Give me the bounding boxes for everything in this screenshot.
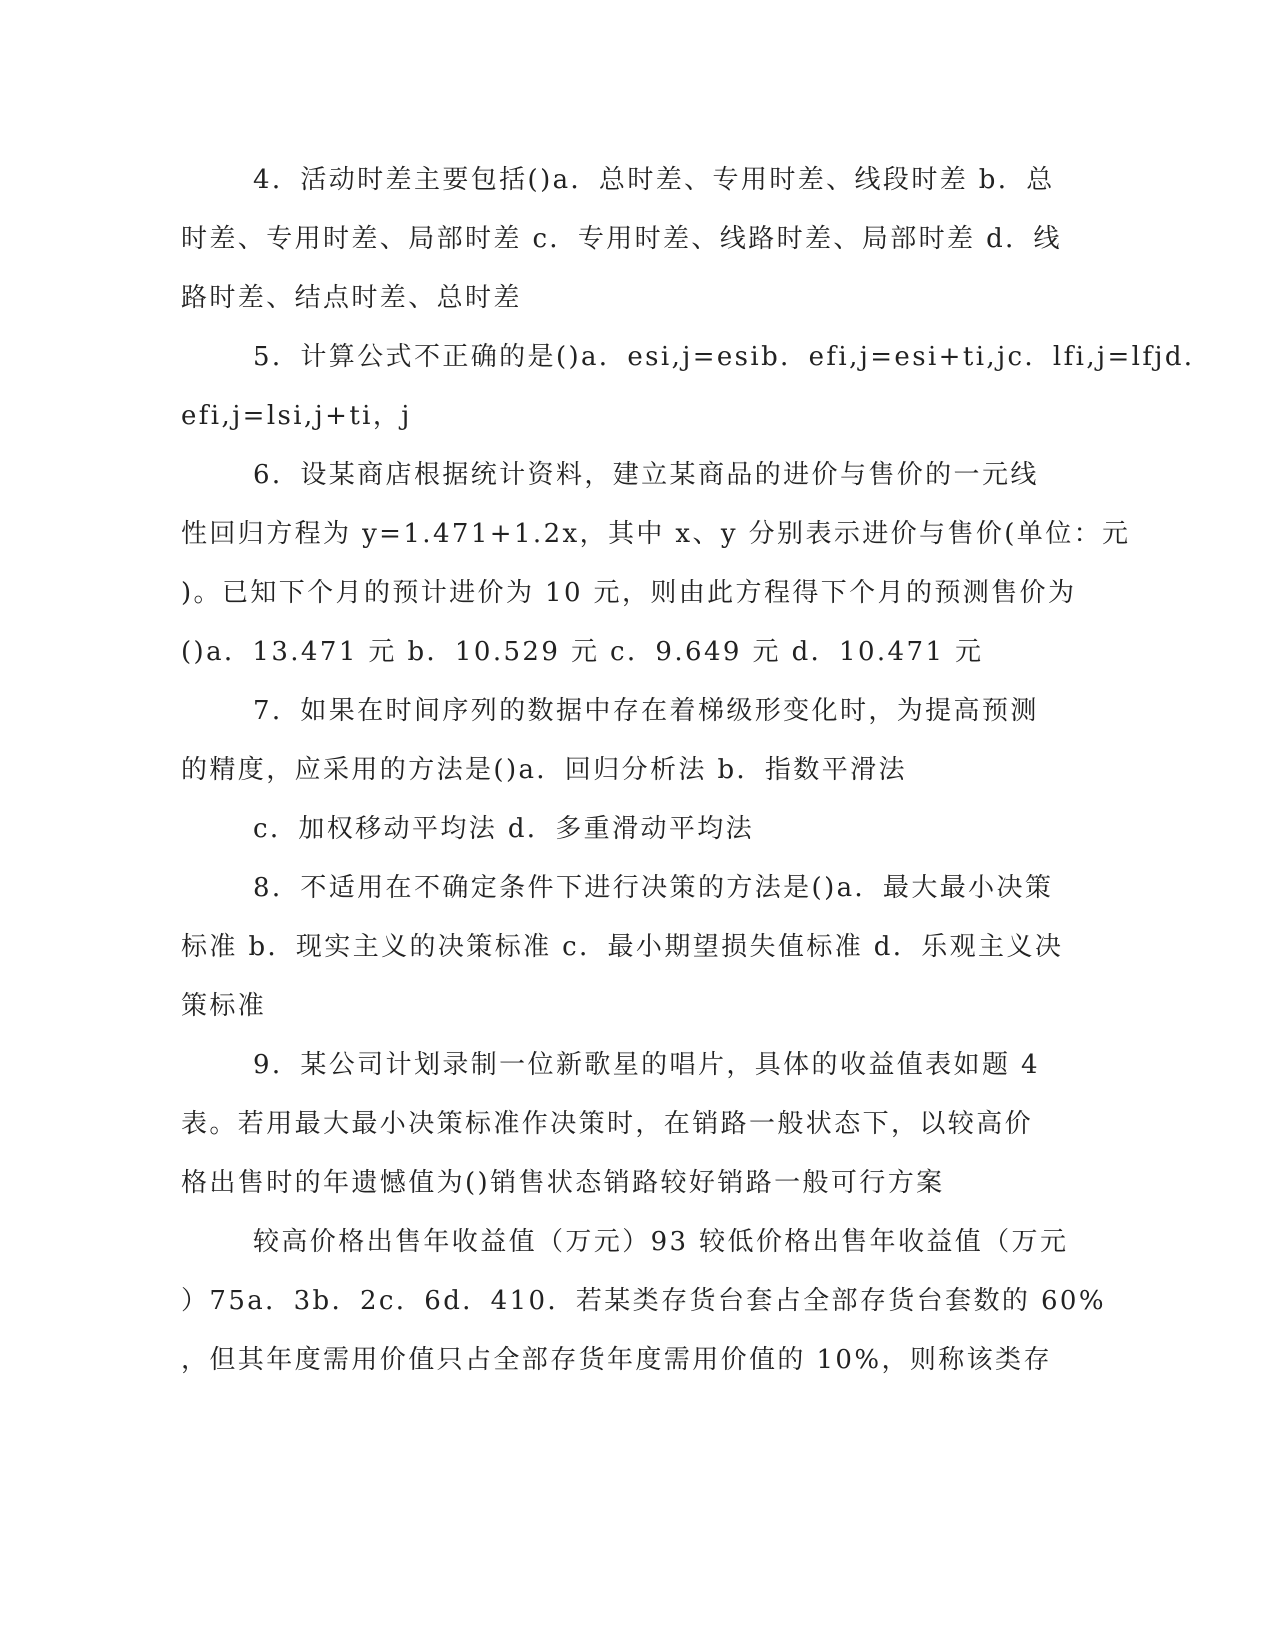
text-line-q9-3: 格出售时的年遗憾值为()销售状态销路较好销路一般可行方案 [181,1168,945,1198]
text-line-q8-1: 8．不适用在不确定条件下进行决策的方法是()a．最大最小决策 [253,873,1054,903]
text-line-q6-1: 6．设某商店根据统计资料，建立某商品的进价与售价的一元线 [253,460,1039,490]
text-line-q8-3: 策标准 [181,991,267,1021]
text-line-q9-1: 9．某公司计划录制一位新歌星的唱片，具体的收益值表如题 4 [253,1050,1040,1080]
text-line-q10-1: ，但其年度需用价值只占全部存货年度需用价值的 10%，则称该类存 [181,1345,1052,1375]
text-line-q4-1: 4．活动时差主要包括()a．总时差、专用时差、线段时差 b．总 [253,165,1055,195]
text-line-q7-1: 7．如果在时间序列的数据中存在着梯级形变化时，为提高预测 [253,696,1039,726]
text-line-q6-3: )。已知下个月的预计进价为 10 元，则由此方程得下个月的预测售价为 [181,578,1077,608]
text-line-q6-4: ()a．13.471 元 b．10.529 元 c．9.649 元 d．10.471 元 [181,637,984,667]
text-line-q9-2: 表。若用最大最小决策标准作决策时，在销路一般状态下，以较高价 [181,1109,1034,1139]
text-line-q4-2: 时差、专用时差、局部时差 c．专用时差、线路时差、局部时差 d．线 [181,224,1062,254]
text-line-q6-2: 性回归方程为 y=1.471+1.2x，其中 x、y 分别表示进价与售价(单位：元 [181,519,1131,549]
text-line-q7-2: 的精度，应采用的方法是()a．回归分析法 b．指数平滑法 [181,755,907,785]
text-line-q5-1: 5．计算公式不正确的是()a．esi,j=esib．efi,j=esi+ti,jc．lfi,j=lfjd． [253,342,1213,372]
text-line-q9-5: ）75a．3b．2c．6d．410．若某类存货台套占全部存货台套数的 60% [181,1286,1106,1316]
text-line-q8-2: 标准 b．现实主义的决策标准 c．最小期望损失值标准 d．乐观主义决 [181,932,1064,962]
text-line-q4-3: 路时差、结点时差、总时差 [181,283,522,313]
text-line-q7-3: c．加权移动平均法 d．多重滑动平均法 [253,814,755,844]
text-line-q9-4: 较高价格出售年收益值（万元）93 较低价格出售年收益值（万元 [253,1227,1069,1257]
text-line-q5-2: efi,j=lsi,j+ti，j [181,401,412,431]
